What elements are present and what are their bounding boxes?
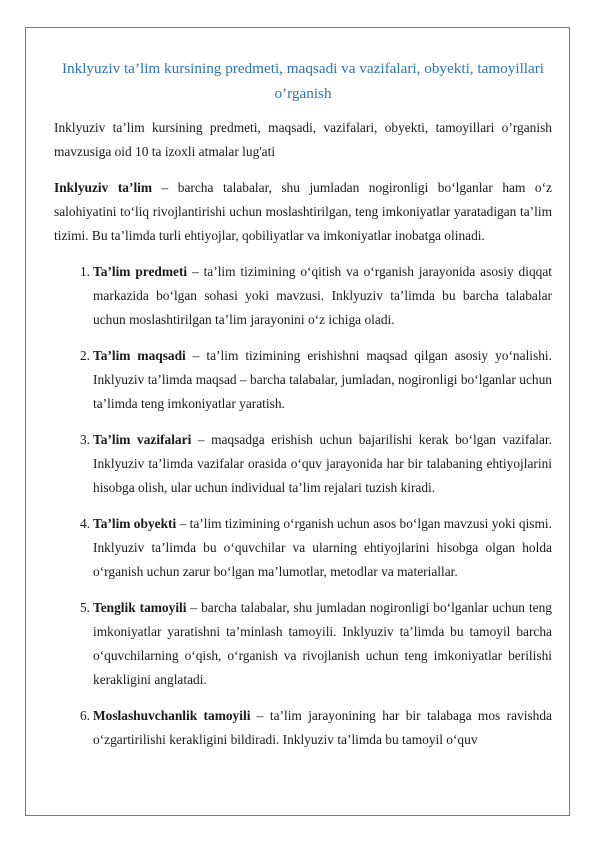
list-item-body (90, 512, 552, 584)
definition-text: – barcha talabalar, shu jumladan nogironligi bo‘lganlar ham o‘z salohiyatini to‘liq rivojlantirishi uchun moslashtirilgan, teng imkoniyatlar yaratadigan ta’lim tizimi. Bu ta’limda turli ehtiyojlar, qobiliyatlar va imkoniyatlar inobatga olinadi. (54, 180, 552, 243)
list-item-text: – ta’lim tizimining o‘qitish va o‘rganish jarayonida asosiy diqqat markazida bo‘lgan sohasi yoki mavzusi. Inklyuziv ta’limda bu barcha talabalar uchun moslashtirilgan ta’lim jarayonini o‘z ichiga oladi. (93, 264, 552, 327)
list-item (54, 260, 552, 332)
list-item-text: – ta’lim jarayonining har bir talabaga mos ravishda o‘zgartirilishi kerakligini bildiradi. Inklyuziv ta’limda bu tamoyil o‘quv (93, 708, 552, 747)
list-item-term: Moslashuvchanlik tamoyili (93, 708, 251, 723)
list-item-body (90, 596, 552, 692)
list-item-body (90, 344, 552, 416)
list-item-text: – ta’lim tizimining erishishni maqsad qilgan asosiy yo‘nalishi. Inklyuziv ta’limda maqsad – barcha talabalar, jumladan, nogironligi bo‘lganlar uchun ta’limda teng imkoniyatlar yaratish. (93, 348, 552, 411)
list-item-number: 6. (79, 708, 90, 723)
list-item-body (90, 428, 552, 500)
list-item-term: Ta’lim predmeti (93, 264, 188, 279)
terms-list (54, 260, 552, 752)
list-item-number: 1. (79, 264, 90, 279)
definition-term: Inklyuziv ta’lim (54, 180, 153, 195)
definition-paragraph (54, 176, 552, 248)
list-item (54, 428, 552, 500)
list-item-text: – barcha talabalar, shu jumladan nogironligi bo‘lganlar uchun teng imkoniyatlar yaratishni ta’minlash tamoyili. Inklyuziv ta’limda bu tamoyil barcha o‘quvchilarning o‘qish, o‘rganish va rivojlanish uchun teng imkoniyatlar berilishi kerakligini anglatadi. (93, 600, 552, 687)
list-item-text: – ta’lim tizimining o‘rganish uchun asos bo‘lgan mavzusi yoki qismi. Inklyuziv ta’limda bu o‘quvchilar va ularning ehtiyojlarini hisobga olgan holda o‘rganish uchun zarur bo‘lgan ma’lumotlar, metodlar va materiallar. (93, 516, 552, 579)
document-title: Inklyuziv ta’lim kursining predmeti, maqsadi va vazifalari, obyekti, tamoyillari o’rganish (61, 60, 545, 102)
list-item-number: 5. (79, 600, 90, 615)
list-item-text: – maqsadga erishish uchun bajarilishi kerak bo‘lgan vazifalar. Inklyuziv ta’limda vazifalar orasida o‘quv jarayonida har bir talabaning ehtiyojlarini hisobga olish, ular uchun individual ta’lim rejalari tuzish kiradi. (93, 432, 552, 495)
document-content (54, 57, 552, 764)
list-item-term: Ta’lim maqsadi (93, 348, 186, 363)
list-item (54, 512, 552, 584)
list-item (54, 344, 552, 416)
intro-paragraph: Inklyuziv ta’lim kursining predmeti, maqsadi, vazifalari, obyekti, tamoyillari o’rganish mavzusiga oid 10 ta izoxli atmalar lug'ati (54, 120, 552, 159)
list-item (54, 704, 552, 752)
list-item-body (90, 704, 552, 752)
list-item-term: Ta’lim obyekti (93, 516, 177, 531)
list-item-body (90, 260, 552, 332)
list-item-number: 3. (79, 432, 90, 447)
list-item-number: 4. (79, 516, 90, 531)
list-item-term: Tenglik tamoyili (93, 600, 187, 615)
list-item-number: 2. (79, 348, 90, 363)
list-item (54, 596, 552, 692)
list-item-term: Ta’lim vazifalari (93, 432, 192, 447)
